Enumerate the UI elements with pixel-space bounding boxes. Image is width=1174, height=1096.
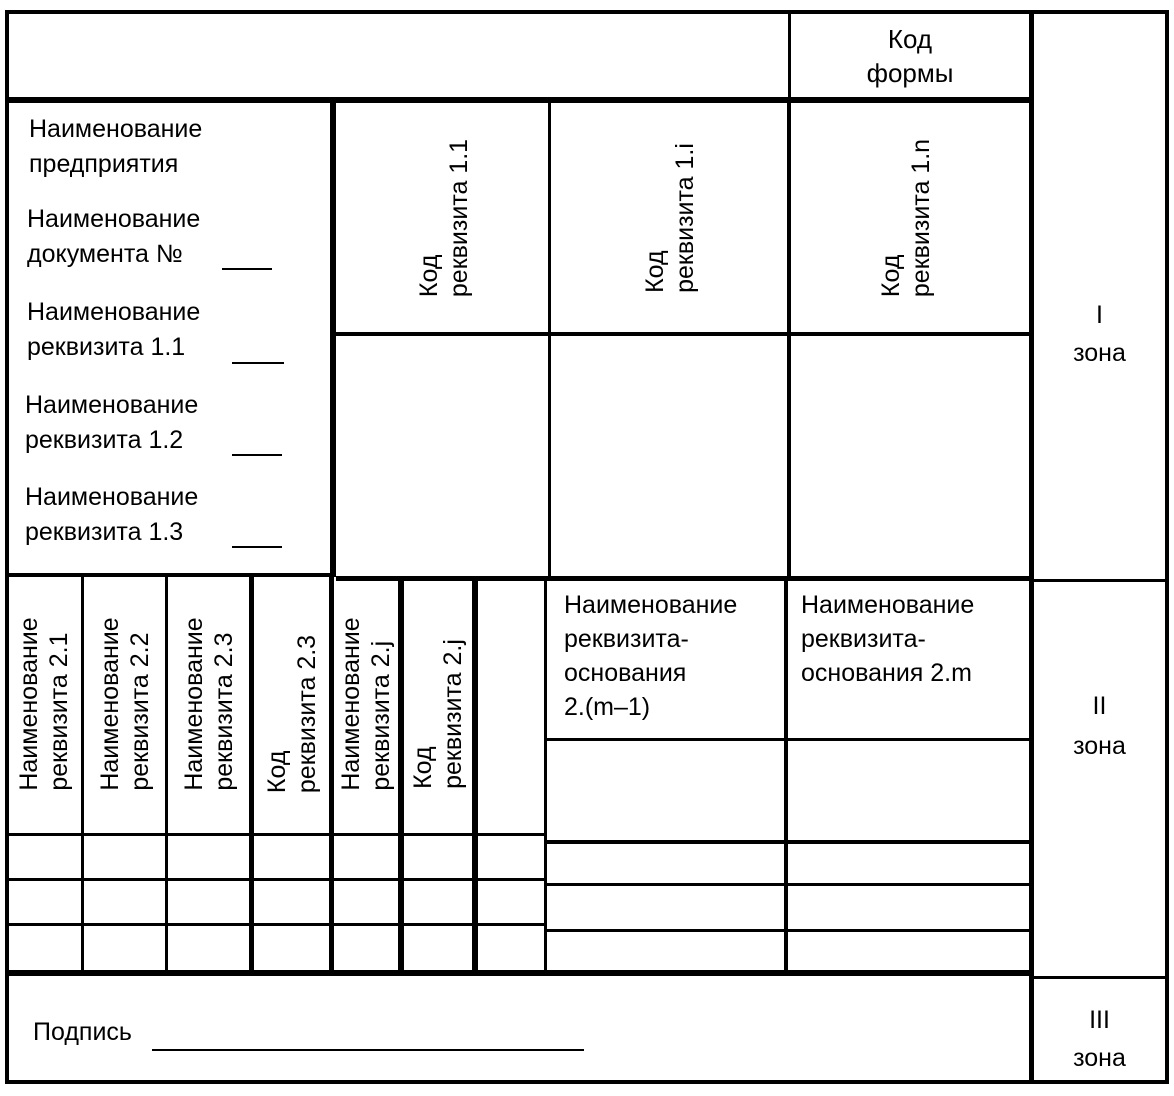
zone-3-label: III зона <box>1073 1006 1126 1072</box>
zone2-col-name-2-j: Наименование реквизита 2.j <box>337 617 395 791</box>
signature-label: Подпись <box>33 1018 132 1046</box>
code-requisite-1-i: Код реквизита 1.i <box>641 143 699 293</box>
zone-2-label: II зона <box>1073 692 1126 760</box>
zone2-base-m-1: Наименование реквизита- основания 2.(m–1) <box>564 591 738 721</box>
document-name-label: Наименование документа № <box>27 205 201 268</box>
zone2-col-code-2-j: Код реквизита 2.j <box>409 639 467 789</box>
requisite-1-1-blank[interactable] <box>232 362 284 364</box>
code-requisite-1-n: Код реквизита 1.n <box>877 138 935 298</box>
requisite-1-1-label: Наименование реквизита 1.1 <box>27 298 201 361</box>
enterprise-name-label: Наименование предприятия <box>29 115 203 178</box>
zone2-col-name-2-3: Наименование реквизита 2.3 <box>180 617 238 791</box>
requisite-1-2-label: Наименование реквизита 1.2 <box>25 391 199 454</box>
requisite-1-3-label: Наименование реквизита 1.3 <box>25 483 199 546</box>
zone-1-label: I зона <box>1073 301 1126 367</box>
document-number-blank[interactable] <box>222 268 272 270</box>
form-code-label: Код формы <box>866 24 954 88</box>
zone2-col-code-2-3: Код реквизита 2.3 <box>263 634 321 794</box>
signature-blank[interactable] <box>152 1049 584 1051</box>
code-requisite-1-1: Код реквизита 1.1 <box>415 138 473 298</box>
requisite-1-3-blank[interactable] <box>232 546 282 548</box>
zone2-col-name-2-1: Наименование реквизита 2.1 <box>15 617 73 791</box>
requisite-1-2-blank[interactable] <box>232 454 282 456</box>
zone2-base-m: Наименование реквизита- основания 2.m <box>801 591 975 687</box>
zone2-col-name-2-2: Наименование реквизита 2.2 <box>96 617 154 791</box>
